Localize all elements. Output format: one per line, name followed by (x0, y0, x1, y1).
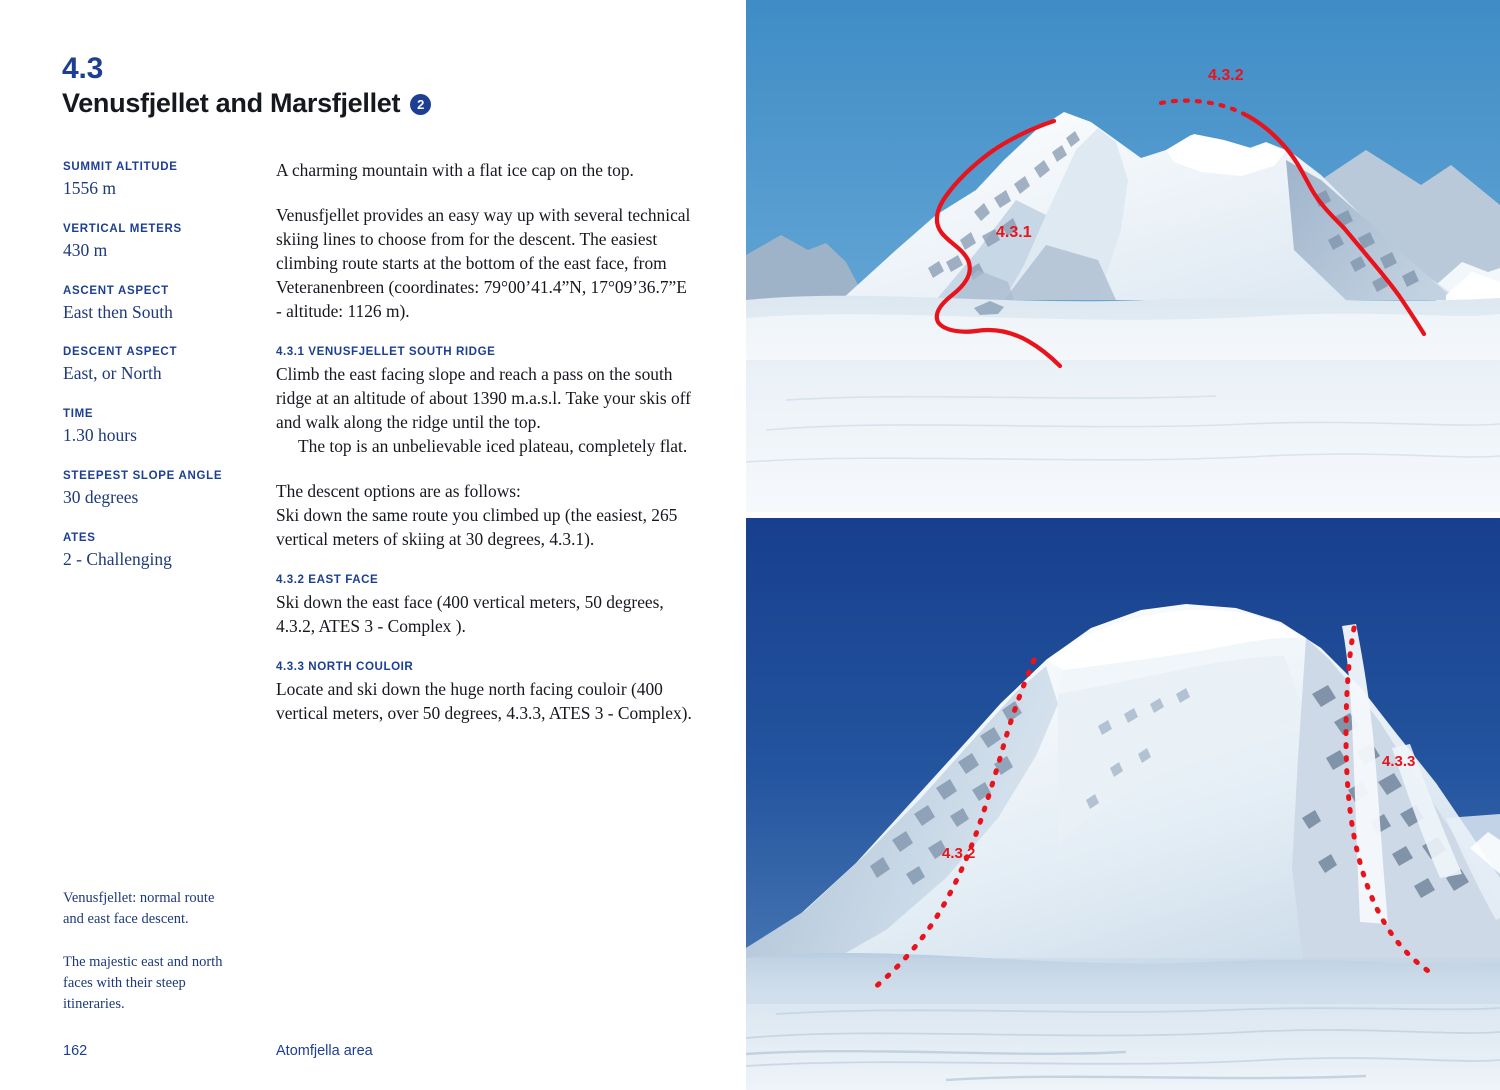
route-paragraph-secondary: The top is an unbelievable iced plateau, completely flat. (298, 436, 688, 457)
spec-time (63, 407, 253, 447)
spec-descent-aspect (63, 345, 253, 385)
photo-venusfjellet-east-face (746, 0, 1500, 512)
spec-label: SUMMIT ALTITUDE (63, 161, 178, 173)
descent-intro: The descent options are as follows: (276, 481, 521, 502)
spec-steepest-slope-angle (63, 469, 253, 509)
spec-summit-altitude (63, 160, 253, 200)
spec-value: 1556 m (63, 177, 116, 198)
spec-value: East then South (63, 301, 173, 322)
spec-label: ATES (63, 531, 96, 544)
route-label-4-3-2: 4.3.2 (1208, 67, 1244, 84)
spec-value: 430 m (63, 239, 108, 260)
route-heading: 4.3.3 NORTH COULOIR (276, 660, 414, 674)
route-section-4-3-3 (276, 659, 692, 725)
chapter-title-row (62, 88, 702, 119)
spec-vertical-meters (63, 222, 253, 262)
text-page (0, 0, 745, 1090)
route-paragraph: Ski down the east face (400 vertical meters, 50 degrees, 4.3.2, ATES 3 - Complex ). (276, 592, 664, 637)
route-label-4-3-3: 4.3.3 (1382, 753, 1416, 770)
spec-ascent-aspect (63, 284, 253, 324)
descent-easiest: Ski down the same route you climbed up (the easiest, 265 vertical meters of skiing at 30 degrees, 4.3.1). (276, 505, 678, 550)
intro-paragraph: A charming mountain with a flat ice cap on the top. (276, 160, 634, 180)
photo-captions (63, 888, 233, 1037)
spec-label: DESCENT ASPECT (63, 346, 178, 359)
spec-value: 1.30 hours (63, 425, 137, 446)
page-footer (63, 1043, 703, 1065)
route-label-4-3-2-bottom: 4.3.2 (942, 845, 976, 862)
spec-label: VERTICAL METERS (63, 222, 182, 235)
page-title: Venusfjellet and Marsfjellet (62, 88, 401, 118)
photo-venusfjellet-north-face (746, 518, 1500, 1090)
photo-top-illustration (746, 0, 1500, 512)
page-number: 162 (63, 1043, 88, 1059)
spec-label: ASCENT ASPECT (63, 284, 169, 297)
descent-options-block (276, 479, 692, 551)
route-heading: 4.3.1 VENUSFJELLET SOUTH RIDGE (276, 345, 496, 359)
route-section-4-3-2 (276, 572, 692, 638)
spec-label: STEEPEST SLOPE ANGLE (63, 470, 223, 483)
caption-bottom-photo: The majestic east and north faces with their steep itineraries. (63, 954, 223, 1013)
spec-value: 2 - Challenging (63, 548, 172, 569)
route-specs-list (63, 160, 253, 593)
caption-top-photo: Venusfjellet: normal route and east face descent. (63, 890, 215, 928)
body-text-column (276, 158, 692, 746)
route-paragraph: Locate and ski down the huge north facing couloir (400 vertical meters, over 50 degrees, 4.3.3, ATES 3 - Complex). (276, 679, 692, 724)
spec-value: 30 degrees (63, 487, 139, 507)
area-name: Atomfjella area (276, 1043, 373, 1059)
spec-value: East, or North (63, 363, 162, 384)
route-paragraph: Climb the east facing slope and reach a pass on the south ridge at an altitude of about 1390 m.a.s.l. Take your skis off and walk along the ridge until the top. (276, 364, 691, 433)
photo-bottom-illustration (746, 518, 1500, 1090)
spec-label: TIME (63, 408, 94, 421)
route-section-4-3-1 (276, 344, 692, 458)
page-heading (62, 52, 702, 119)
overview-paragraph: Venusfjellet provides an easy way up with several technical skiing lines to choose from for the descent. The easiest climbing route starts at the bottom of the east face, from Veteranenbreen (coordinates: 79°00’41.4”N, 17°09’36.7”E - altitude: 1126 m). (276, 205, 691, 322)
spec-ates (63, 531, 253, 571)
chapter-number: 4.3 (62, 52, 104, 85)
route-heading: 4.3.2 EAST FACE (276, 573, 379, 587)
route-label-4-3-1: 4.3.1 (996, 224, 1032, 241)
map-marker-badge: 2 (410, 94, 431, 115)
